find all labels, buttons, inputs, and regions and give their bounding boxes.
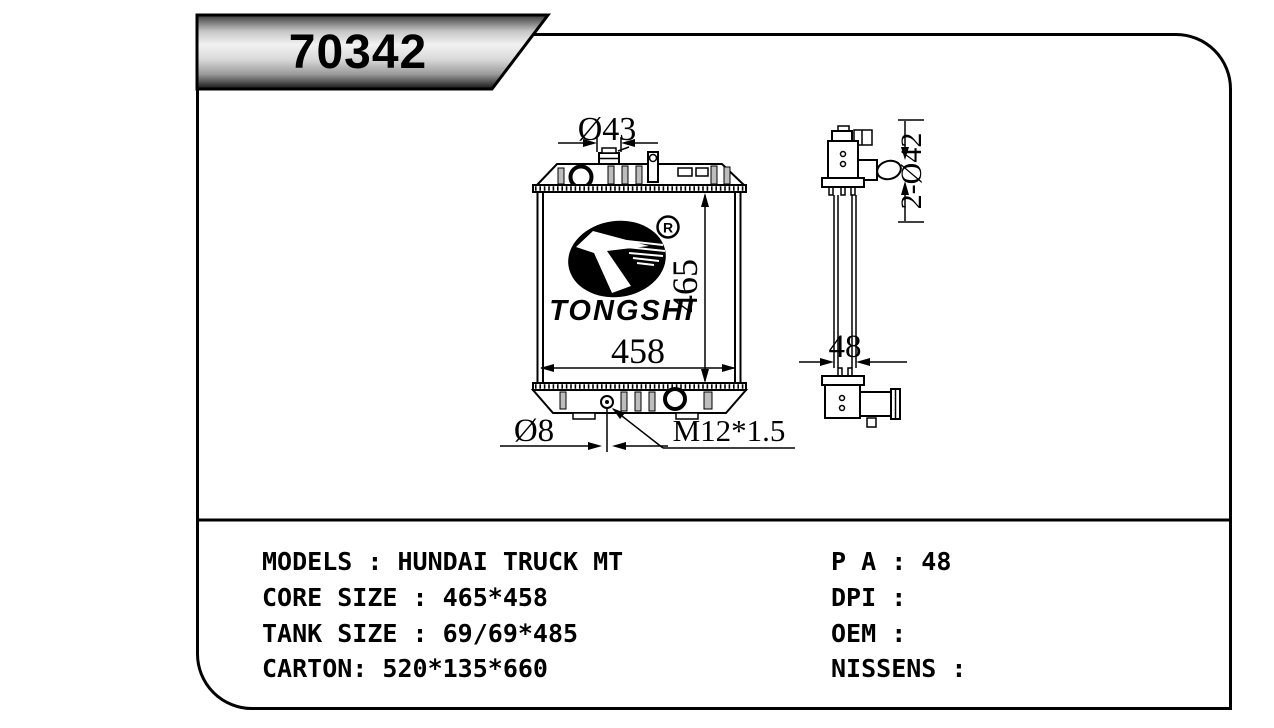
part-number-banner [197,15,548,89]
dim-core-width-label: 458 [611,331,665,371]
outlet-circle [665,389,685,409]
spec-pa: P A : 48 [831,547,952,576]
spec-tank-size: TANK SIZE : 69/69*485 [262,619,579,648]
spec-carton: CARTON: 520*135*660 [262,654,548,683]
spec-nissens: NISSENS : [831,654,967,683]
dim-thickness-label: 48 [828,329,862,365]
side-bottom-pipe [860,392,891,416]
registered-trademark-icon [658,217,679,238]
spec-dpi: DPI : [831,583,907,612]
spec-core-size: CORE SIZE : 465*458 [262,583,548,612]
top-bracket [648,152,658,182]
spec-models: MODELS : HUNDAI TRUCK MT [262,547,624,576]
drain-thread-label: M12*1.5 [672,413,786,448]
dim-neck-diameter-label: Ø43 [577,111,637,148]
spec-oem: OEM : [831,619,907,648]
dim-core-height-label: 465 [665,259,705,313]
dim-drain-diameter-label: Ø8 [513,413,555,449]
dim-pipe-diameter [895,120,928,222]
svg-text:R: R [662,219,674,236]
part-number: 70342 [288,26,428,79]
dim-pipe-diameter-label: 2-Ø42 [895,132,928,210]
brand-name: TONGSHI [549,295,695,327]
